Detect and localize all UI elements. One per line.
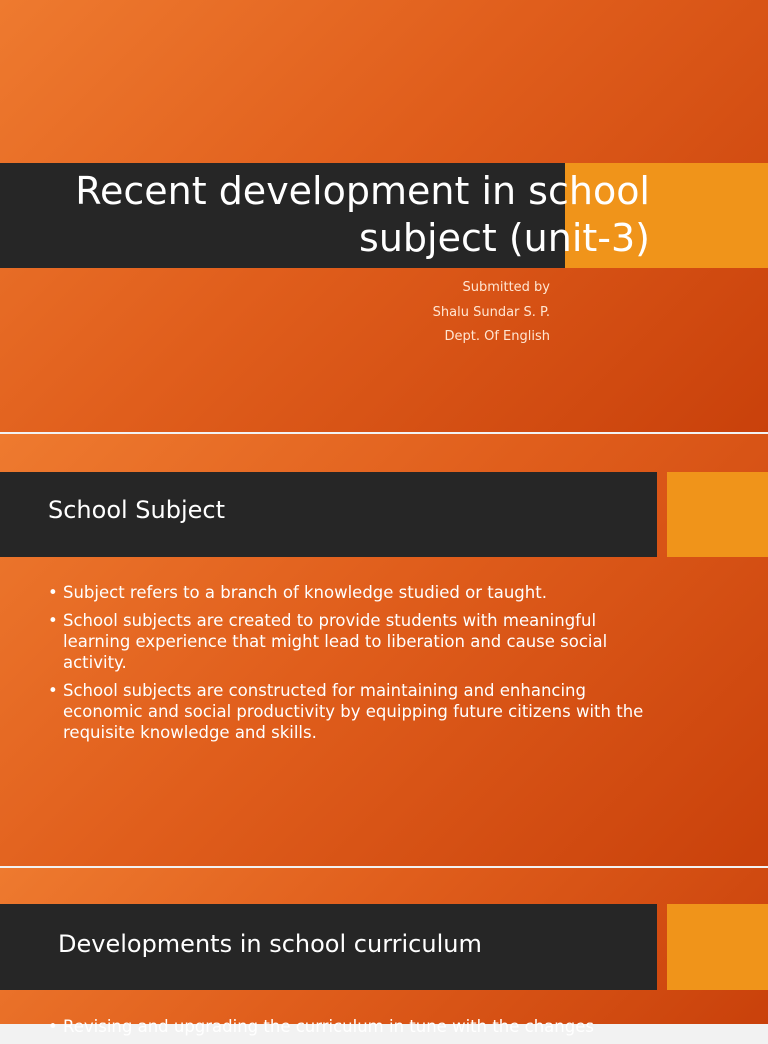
department-name: Dept. Of English (444, 329, 550, 344)
bullet-item: • Revising and upgrading the curriculum in tune with the changes (48, 1016, 648, 1037)
bullet-item: • School subjects are created to provide students with meaningful learning experience that might lead to liberation and cause social activity. (48, 610, 648, 673)
author-name: Shalu Sundar S. P. (432, 304, 550, 320)
accent-block (667, 904, 768, 990)
accent-block (667, 472, 768, 557)
title-slide (0, 0, 768, 432)
bullet-item: • School subjects are constructed for maintaining and enhancing economic and social productivity by equipping future citizens with the requisite knowledge and skills. (48, 680, 648, 743)
submitted-by-label: Submitted by (462, 280, 550, 295)
slide-subtitle (433, 276, 550, 350)
slide-title (75, 168, 650, 262)
bullet-item: • Subject refers to a branch of knowledge studied or taught. (48, 582, 648, 603)
school-subject-slide (0, 434, 768, 866)
slide-heading: School Subject (48, 496, 226, 524)
slide-heading: Developments in school curriculum (58, 930, 482, 958)
slide-title-line-2: subject (unit-3) (359, 216, 650, 260)
bullet-list (48, 582, 648, 750)
slide-title-line-1: Recent development in school (75, 169, 650, 213)
developments-slide (0, 868, 768, 1036)
bullet-list (48, 1016, 648, 1044)
